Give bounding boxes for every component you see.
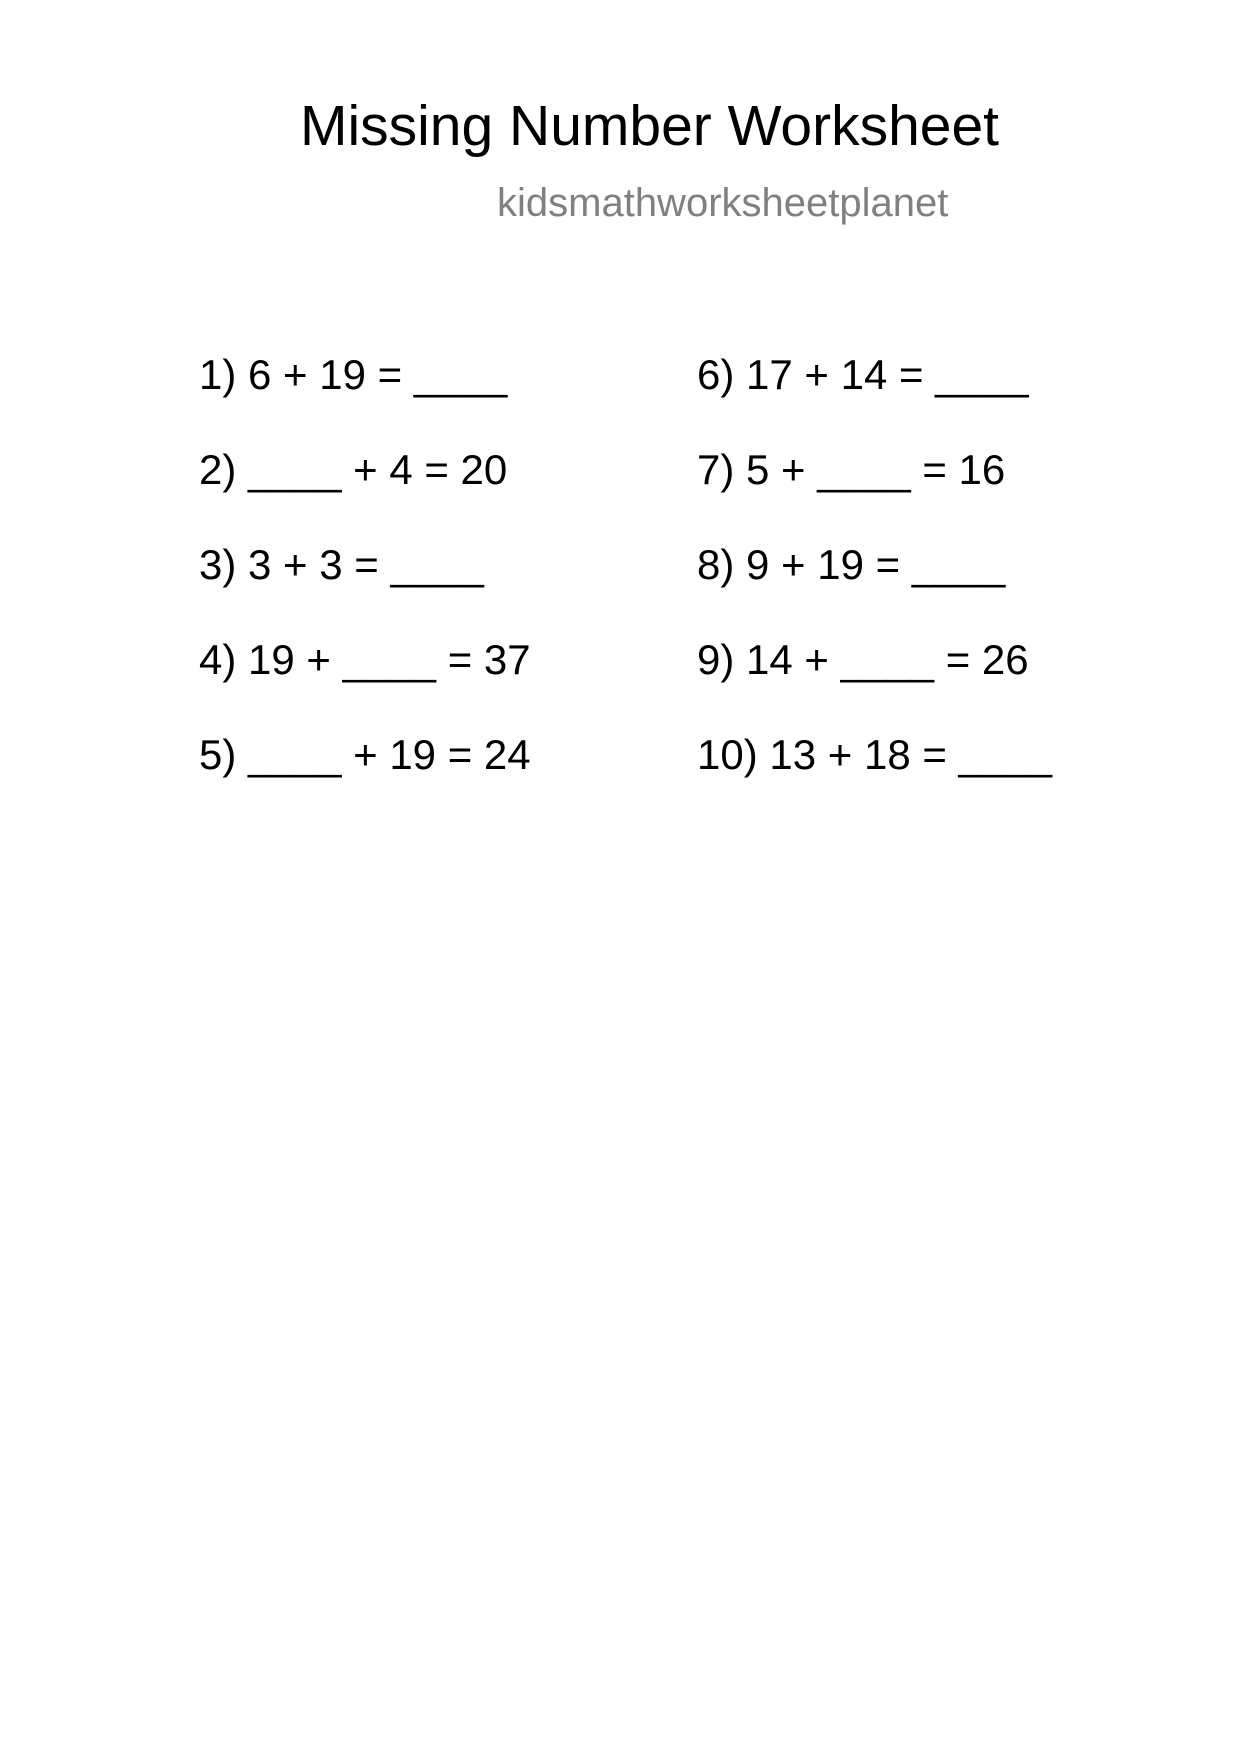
problem-6: 6) 17 + 14 = ____ [697,351,1029,398]
problem-2: 2) ____ + 4 = 20 [199,446,508,493]
problem-9: 9) 14 + ____ = 26 [697,636,1029,683]
problem-8: 8) 9 + 19 = ____ [697,541,1006,588]
site-name: kidsmathworksheetplanet [497,181,949,225]
problem-10: 10) 13 + 18 = ____ [697,731,1052,778]
problem-7: 7) 5 + ____ = 16 [697,446,1006,493]
problem-5: 5) ____ + 19 = 24 [199,731,531,778]
problem-1: 1) 6 + 19 = ____ [199,351,508,398]
problem-3: 3) 3 + 3 = ____ [199,541,484,588]
page-title: Missing Number Worksheet [300,94,1000,158]
problem-4: 4) 19 + ____ = 37 [199,636,531,683]
